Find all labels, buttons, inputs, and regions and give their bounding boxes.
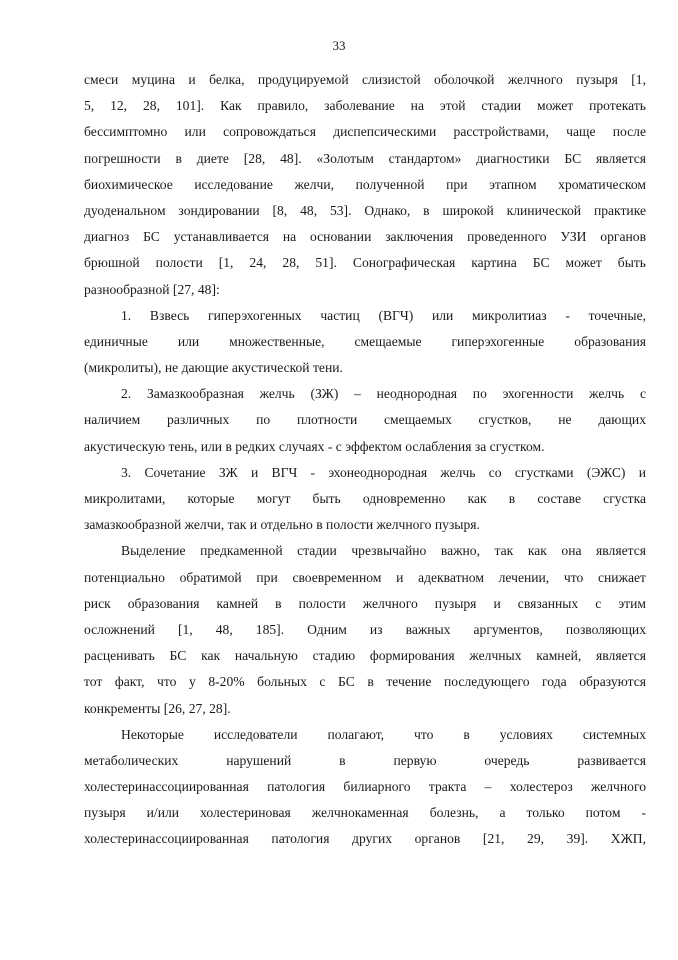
text-line: 2. Замазкообразная желчь (ЗЖ) – неоднородная по эхогенности желчь с <box>121 386 646 402</box>
text-line: потенциально обратимой при своевременном и адекватном лечении, что снижает <box>84 569 646 585</box>
text-line: осложнений [1, 48, 185]. Одним из важных аргументов, позволяющих <box>84 621 646 637</box>
text-line: Выделение предкаменной стадии чрезвычайно важно, так как она является <box>121 543 646 559</box>
text-line: 1. Взвесь гиперэхогенных частиц (ВГЧ) или микролитиаз - точечные, <box>121 307 646 323</box>
text-line: разнообразной [27, 48]: <box>84 281 220 297</box>
text-line: холестеринассоциированная патология билиарного тракта – холестероз желчного <box>84 779 646 795</box>
text-line: диагноз БС устанавливается на основании заключения проведенного УЗИ органов <box>84 229 646 245</box>
text-line: 3. Сочетание ЗЖ и ВГЧ - эхонеоднородная желчь со сгустками (ЭЖС) и <box>121 464 646 480</box>
text-line: пузыря и/или холестериновая желчнокаменная болезнь, а только потом - <box>84 805 646 821</box>
text-line: наличием различных по плотности смещаемых сгустков, не дающих <box>84 412 646 428</box>
text-line: конкременты [26, 27, 28]. <box>84 700 231 716</box>
text-line: Некоторые исследователи полагают, что в условиях системных <box>121 726 646 742</box>
text-line: единичные или множественные, смещаемые гиперэхогенные образования <box>84 333 646 349</box>
text-line: тот факт, что у 8-20% больных с БС в течение последующего года образуются <box>84 674 646 690</box>
text-line: погрешности в диете [28, 48]. «Золотым стандартом» диагностики БС является <box>84 150 646 166</box>
text-line: брюшной полости [1, 24, 28, 51]. Сонографическая картина БС может быть <box>84 255 646 271</box>
text-line: метаболических нарушений в первую очередь развивается <box>84 752 646 768</box>
body-text <box>84 67 646 853</box>
text-line: расценивать БС как начальную стадию формирования желчных камней, является <box>84 648 646 664</box>
text-line: микролитами, которые могут быть одновременно как в составе сгустка <box>84 491 646 506</box>
text-line: акустическую тень, или в редких случаях - с эффектом ослабления за сгустком. <box>84 438 545 454</box>
text-line: бессимптомно или сопровождаться диспепсическими расстройствами, чаще после <box>84 124 646 140</box>
text-line: (микролиты), не дающие акустической тени. <box>84 360 343 376</box>
text-line: замазкообразной желчи, так и отдельно в полости желчного пузыря. <box>84 517 480 533</box>
text-line: холестеринассоциированная патология других органов [21, 29, 39]. ХЖП, <box>84 831 646 847</box>
page-number: 33 <box>332 38 346 53</box>
text-line: биохимическое исследование желчи, полученной при этапном хроматическом <box>84 176 646 192</box>
text-line: смеси муцина и белка, продуцируемой слизистой оболочкой желчного пузыря [1, <box>84 72 646 87</box>
text-line: риск образования камней в полости желчного пузыря и связанных с этим <box>84 595 646 611</box>
text-line: 5, 12, 28, 101]. Как правило, заболевание на этой стадии может протекать <box>84 98 646 114</box>
text-line: дуоденальном зондировании [8, 48, 53]. Однако, в широкой клинической практике <box>84 202 646 218</box>
